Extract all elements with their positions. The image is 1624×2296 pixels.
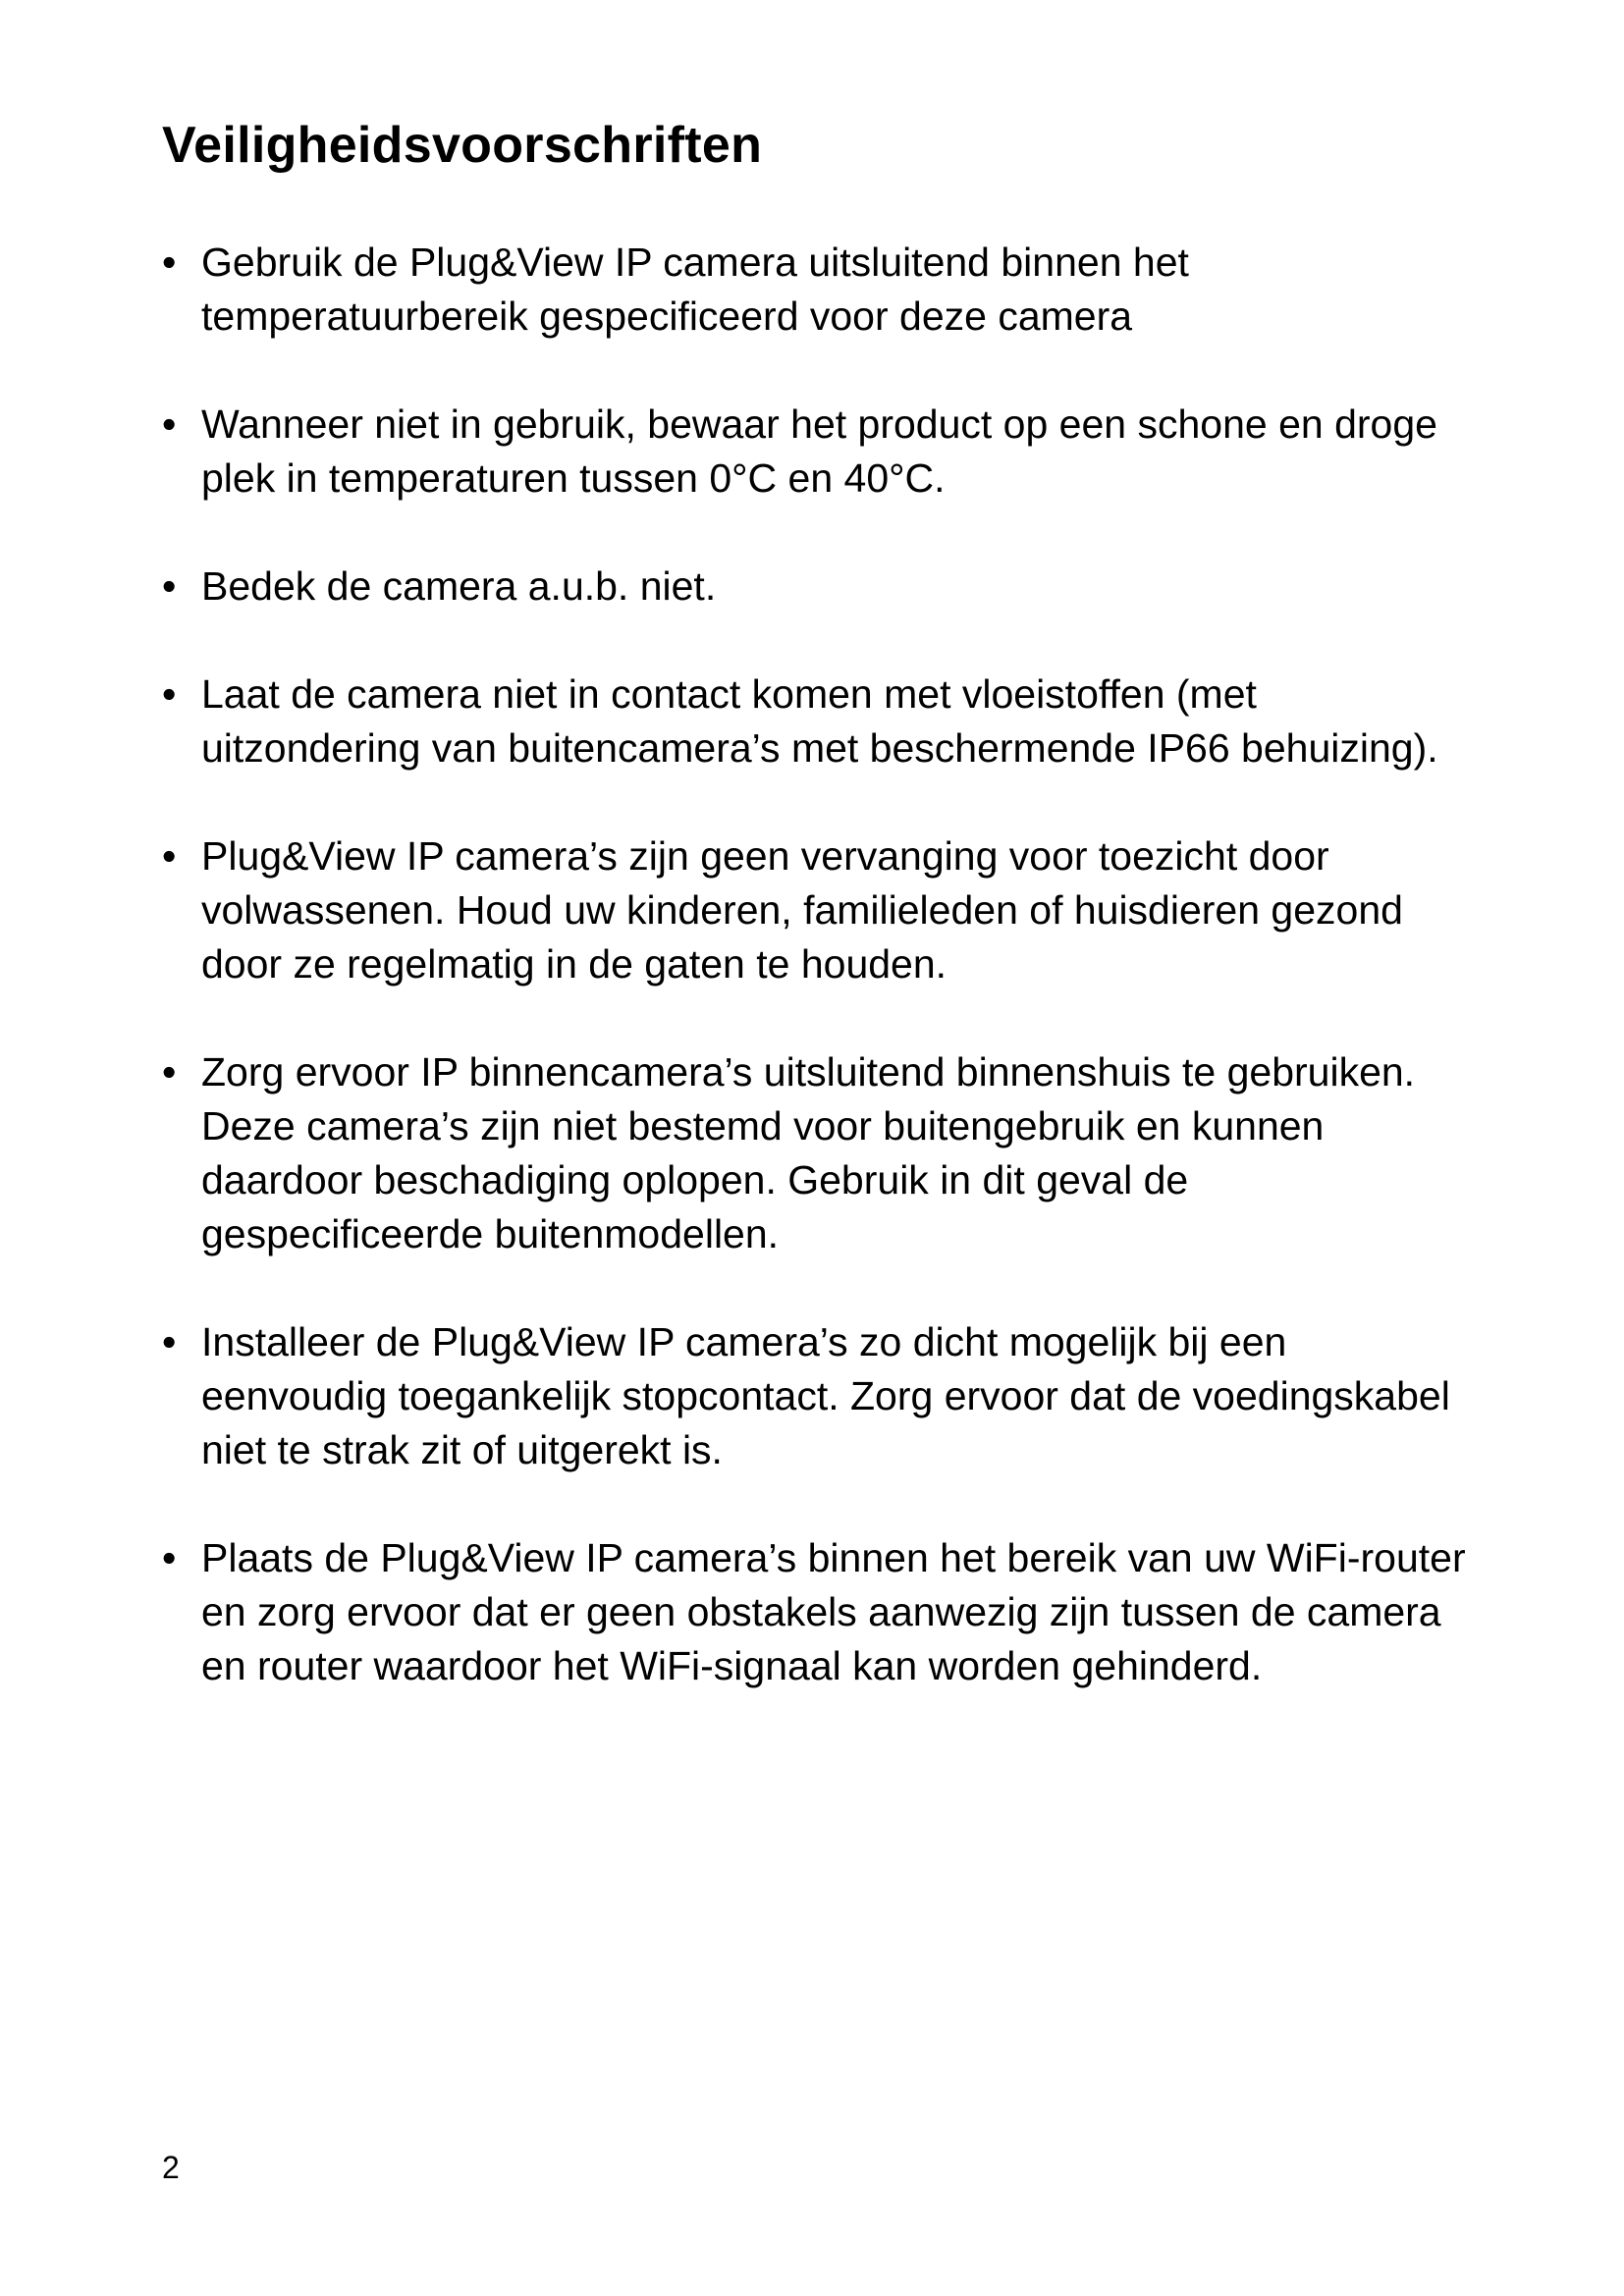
list-item-text: Wanneer niet in gebruik, bewaar het product op een schone en droge plek in temperaturen tussen 0°C en 40°C. (201, 401, 1437, 501)
list-item-text: Bedek de camera a.u.b. niet. (201, 563, 717, 609)
list-item-text: Plaats de Plug&View IP camera’s binnen het bereik van uw WiFi-router en zorg ervoor dat er geen obstakels aanwezig zijn tussen de camera en router waardoor het WiFi-signaal kan worden gehinderd. (201, 1535, 1466, 1688)
safety-rules-list (162, 236, 1478, 1747)
bullet-icon: • (162, 1535, 177, 1580)
list-item (162, 1315, 1478, 1477)
list-item-text: Plug&View IP camera’s zijn geen vervanging voor toezicht door volwassenen. Houd uw kinderen, familieleden of huisdieren gezond door ze regelmatig in de gaten te houden. (201, 833, 1403, 987)
bullet-icon: • (162, 833, 177, 879)
list-item-text: Zorg ervoor IP binnencamera’s uitsluitend binnenshuis te gebruiken. Deze camera’s zijn niet bestemd voor buitengebruik en kunnen daardoor beschadiging oplopen. Gebruik in dit geval de gespecificeerde buitenmodellen. (201, 1049, 1416, 1256)
bullet-icon: • (162, 563, 177, 609)
list-item (162, 667, 1478, 775)
list-item-text: Laat de camera niet in contact komen met vloeistoffen (met uitzondering van buitencamera’s met beschermende IP66 behuizing). (201, 671, 1438, 771)
bullet-icon: • (162, 401, 177, 447)
list-item-text: Gebruik de Plug&View IP camera uitsluitend binnen het temperatuurbereik gespecificeerd voor deze camera (201, 240, 1189, 339)
list-item (162, 1531, 1478, 1693)
list-item (162, 398, 1478, 506)
bullet-icon: • (162, 671, 177, 717)
list-item (162, 560, 1478, 614)
page-title: Veiligheidsvoorschriften (162, 117, 763, 174)
bullet-icon: • (162, 1319, 177, 1364)
list-item (162, 236, 1478, 344)
list-item-text: Installeer de Plug&View IP camera’s zo dicht mogelijk bij een eenvoudig toegankelijk stopcontact. Zorg ervoor dat de voedingskabel niet te strak zit of uitgerekt is. (201, 1319, 1450, 1472)
list-item (162, 1045, 1478, 1261)
list-item (162, 829, 1478, 991)
bullet-icon: • (162, 240, 177, 285)
page-number: 2 (162, 2150, 180, 2185)
bullet-icon: • (162, 1049, 177, 1095)
